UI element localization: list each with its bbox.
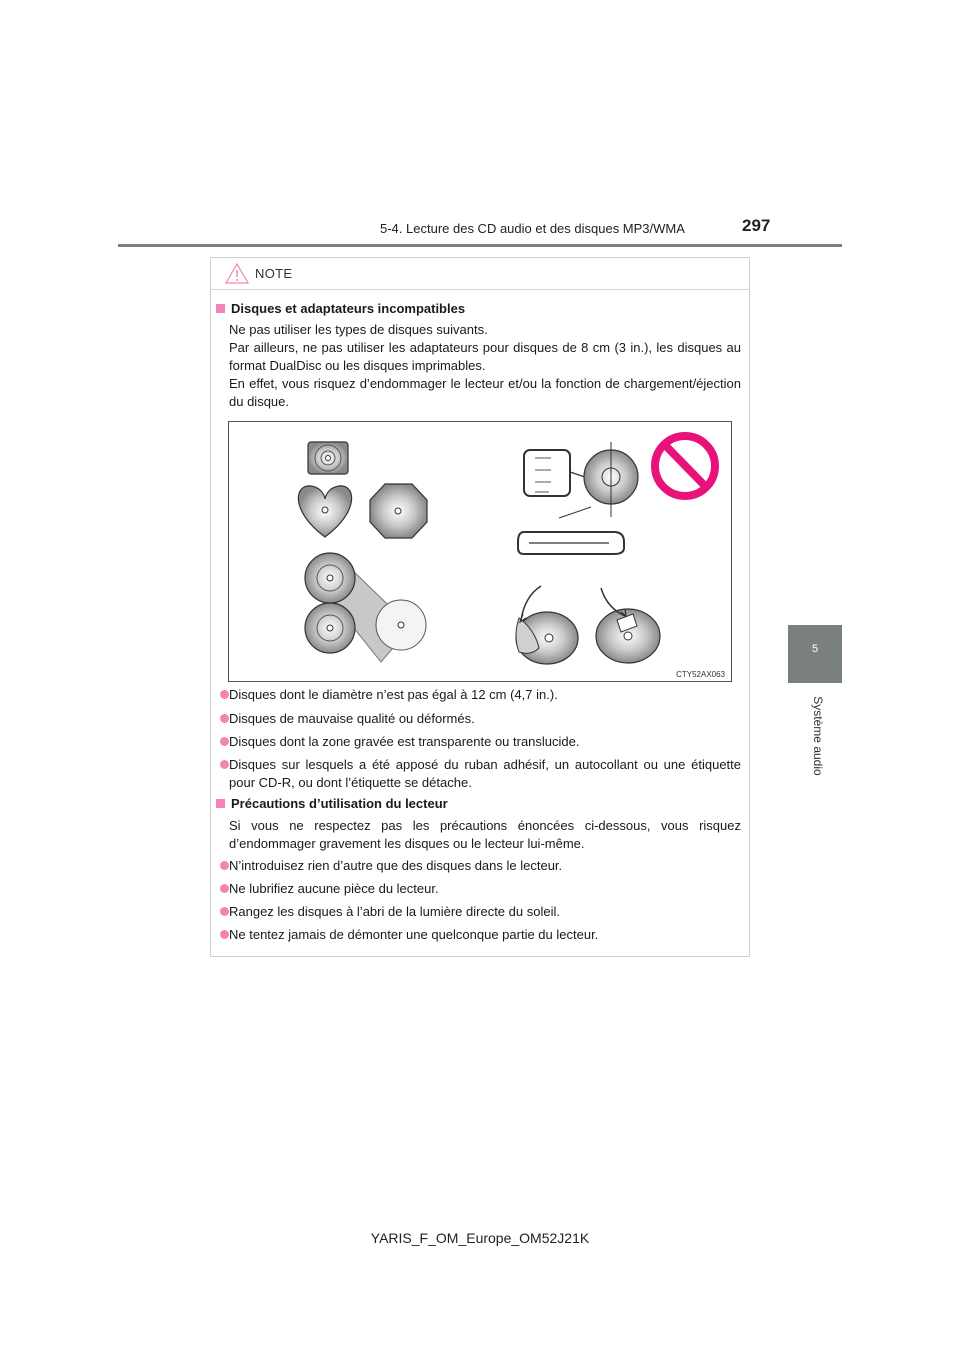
list-item: Ne tentez jamais de démonter une quelconque partie du lecteur.: [216, 926, 741, 944]
section-heading: Disques et adaptateurs incompatibles: [216, 301, 465, 316]
footer-doc-id: YARIS_F_OM_Europe_OM52J21K: [370, 1230, 590, 1246]
header-title: 5-4. Lecture des CD audio et des disques MP3/WMA: [380, 221, 685, 236]
paragraph: Par ailleurs, ne pas utiliser les adaptateurs pour disques de 8 cm (3 in.), les disques au format DualDisc ou les disques imprimables.: [229, 340, 741, 373]
square-bullet-icon: [216, 799, 225, 808]
round-bullet-icon: [220, 930, 229, 939]
warning-triangle-icon: [225, 263, 249, 284]
round-bullet-icon: [220, 737, 229, 746]
round-bullet-icon: [220, 760, 229, 769]
heart-disc-icon: [298, 486, 351, 537]
figure-code: CTY52AX063: [676, 670, 725, 679]
page-number: 297: [742, 216, 771, 235]
peeling-label-disc-icon: [516, 586, 578, 664]
transparent-disc-icon: [305, 553, 426, 662]
paragraph: Ne pas utiliser les types de disques suivants.: [229, 322, 488, 337]
round-bullet-icon: [220, 861, 229, 870]
chapter-number: 5: [811, 643, 819, 655]
list-item: Disques de mauvaise qualité ou déformés.: [216, 710, 741, 728]
chapter-label: Système audio: [811, 696, 825, 776]
polygon-disc-icon: [370, 484, 427, 538]
note-header: [211, 258, 749, 290]
header-rule: [118, 244, 842, 247]
paragraph: Si vous ne respectez pas les précautions énoncées ci-dessous, vous risquez d’endommager gravement les disques ou le lecteur lui-même.: [229, 818, 741, 851]
sticker-disc-icon: [596, 588, 660, 663]
round-bullet-icon: [220, 907, 229, 916]
list-item: N’introduisez rien d’autre que des disques dans le lecteur.: [216, 857, 741, 875]
list-item: Rangez les disques à l’abri de la lumière directe du soleil.: [216, 903, 741, 921]
small-square-disc-icon: [308, 442, 348, 474]
paragraph: En effet, vous risquez d’endommager le lecteur et/ou la fonction de chargement/éjection du disque.: [229, 376, 741, 409]
round-bullet-icon: [220, 884, 229, 893]
list-item: Disques dont la zone gravée est transparente ou translucide.: [216, 733, 741, 751]
square-bullet-icon: [216, 304, 225, 313]
round-bullet-icon: [220, 714, 229, 723]
incompatible-discs-figure: [228, 421, 732, 682]
round-bullet-icon: [220, 690, 229, 699]
note-title: NOTE: [255, 266, 293, 281]
list-item: Ne lubrifiez aucune pièce du lecteur.: [216, 880, 741, 898]
prohibition-icon: [655, 436, 715, 496]
list-item: Disques dont le diamètre n’est pas égal à 12 cm (4,7 in.).: [216, 686, 741, 704]
section-heading: Précautions d’utilisation du lecteur: [216, 796, 448, 811]
adapter-disc-icon: [518, 442, 638, 554]
list-item: Disques sur lesquels a été apposé du ruban adhésif, un autocollant ou une étiquette pour CD-R, ou dont l’étiquette se détache.: [216, 756, 741, 792]
